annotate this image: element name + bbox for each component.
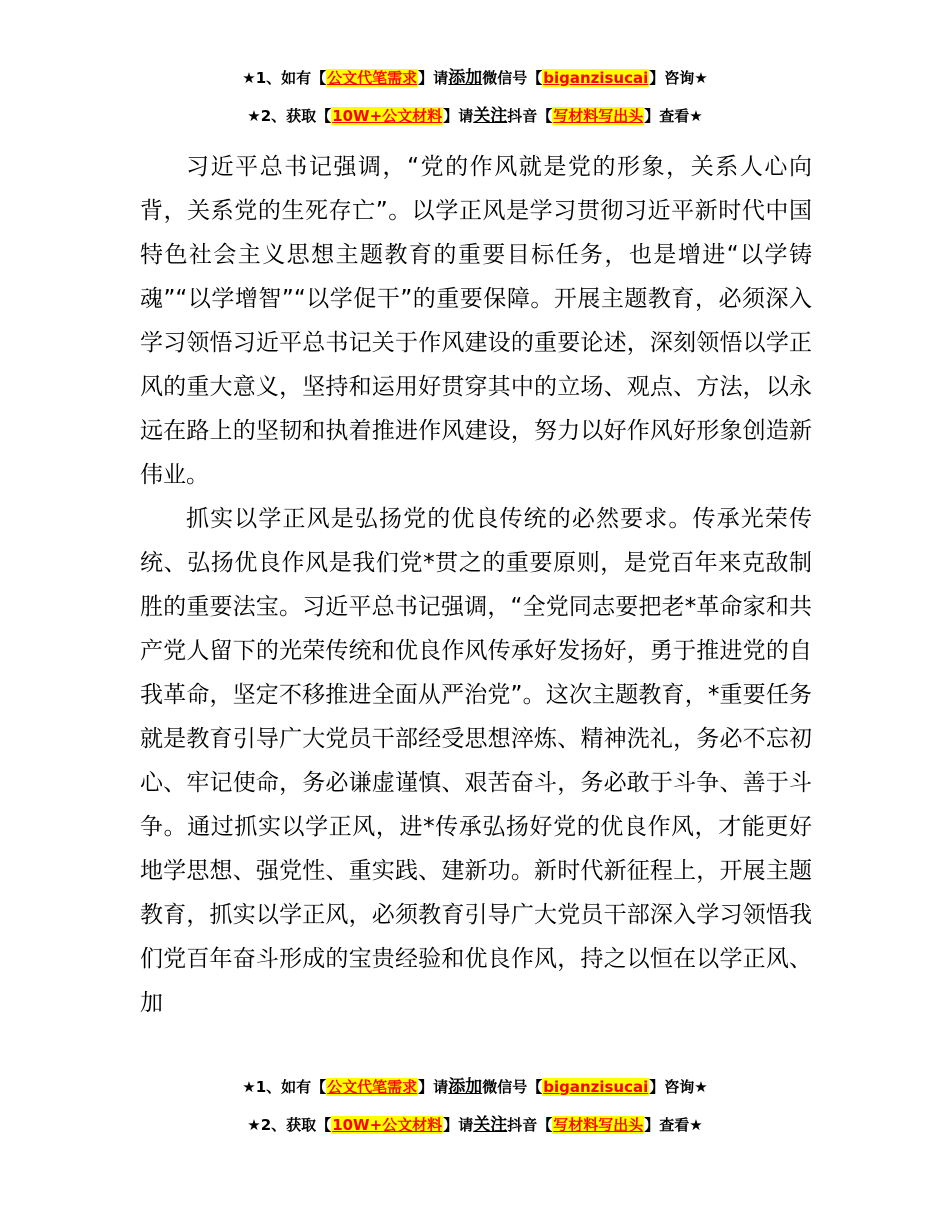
promo-text: 】请 xyxy=(443,1116,474,1134)
footer-promo-line-2 xyxy=(0,1115,950,1135)
promo-text: 抖音【 xyxy=(507,1116,553,1134)
document-body xyxy=(140,145,812,1025)
emphasis-add: 添加 xyxy=(448,1077,483,1097)
promo-text: 微信号【 xyxy=(482,1078,543,1096)
paragraph-2: 抓实以学正风是弘扬党的优良传统的必然要求。传承光荣传统、弘扬优良作风是我们党*贯之的重要原则，是党百年来克敌制胜的重要法宝。习近平总书记强调，“全党同志要把老*革命家和共产党人留下的光荣传统和优良作风传承好发扬好，勇于推进党的自我革命，坚定不移推进全面从严治党”。这次主题教育，*重要任务就是教育引导广大党员干部经受思想淬炼、精神洗礼，务必不忘初心、牢记使命，务必谦虚谨慎、艰苦奋斗，务必敢于斗争、善于斗争。通过抓实以学正风，进*传承弘扬好党的优良作风，才能更好地学思想、强党性、重实践、建新功。新时代新征程上，开展主题教育，抓实以学正风，必须教育引导广大党员干部深入学习领悟我们党百年奋斗形成的宝贵经验和优良作风，持之以恒在以学正风、加 xyxy=(140,506,812,1016)
promo-text: 】请 xyxy=(418,1078,449,1096)
promo-text: 】请 xyxy=(418,69,449,87)
promo-text: ★2、获取【 xyxy=(247,107,332,125)
emphasis-follow: 关注 xyxy=(473,106,508,126)
promo-text: ★2、获取【 xyxy=(247,1116,332,1134)
emphasis-add: 添加 xyxy=(448,68,483,88)
promo-text: 微信号【 xyxy=(482,69,543,87)
promo-text: 】咨询★ xyxy=(649,69,708,87)
promo-text: 】请 xyxy=(443,107,474,125)
header-promo-line-2 xyxy=(0,106,950,126)
promo-text: ★1、如有【 xyxy=(242,1078,327,1096)
footer-promo-line-1 xyxy=(0,1077,950,1097)
promo-text: ★1、如有【 xyxy=(242,69,327,87)
paragraph-1: 习近平总书记强调，“党的作风就是党的形象，关系人心向背，关系党的生死存亡”。以学正风是学习贯彻习近平新时代中国特色社会主义思想主题教育的重要目标任务，也是增进“以学铸魂”“以学增智”“以学促干”的重要保障。开展主题教育，必须深入学习领悟习近平总书记关于作风建设的重要论述，深刻领悟以学正风的重大意义，坚持和运用好贯穿其中的立场、观点、方法，以永远在路上的坚韧和执着推进作风建设，努力以好作风好形象创造新伟业。 xyxy=(140,154,812,488)
highlight-service: 公文代笔需求 xyxy=(327,1078,418,1096)
highlight-wechat-id: biganzisucai xyxy=(543,69,649,87)
emphasis-follow: 关注 xyxy=(473,1115,508,1135)
promo-text: 】咨询★ xyxy=(649,1078,708,1096)
highlight-service: 公文代笔需求 xyxy=(327,69,418,87)
header-promo-line-1 xyxy=(0,68,950,88)
highlight-douyin-account: 写材料写出头 xyxy=(553,107,644,125)
highlight-douyin-account: 写材料写出头 xyxy=(553,1116,644,1134)
highlight-wechat-id: biganzisucai xyxy=(543,1078,649,1096)
highlight-materials: 10W+公文材料 xyxy=(332,1116,443,1134)
promo-text: 】查看★ xyxy=(644,107,703,125)
promo-text: 】查看★ xyxy=(644,1116,703,1134)
promo-text: 抖音【 xyxy=(507,107,553,125)
highlight-materials: 10W+公文材料 xyxy=(332,107,443,125)
